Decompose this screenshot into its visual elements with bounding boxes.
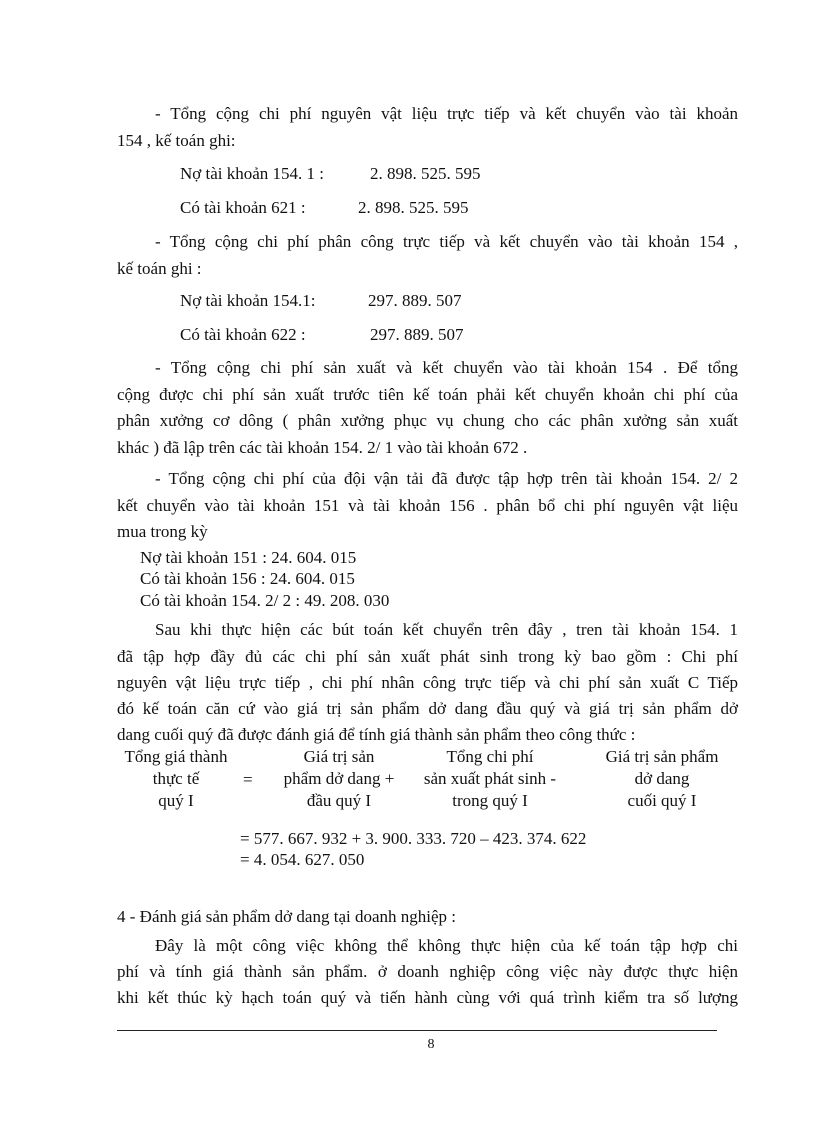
para3-line1: - Tổng cộng chi phí sản xuất và kết chuyển vào tài khoản 154 . Để tổng <box>155 358 738 377</box>
entry3-line1: Nợ tài khoản 151 : 24. 604. 015 <box>140 548 357 567</box>
para4-line2: kết chuyển vào tài khoản 151 và tài khoản 156 . phân bổ chi phí nguyên vật liệu <box>117 496 738 515</box>
para1-line2: 154 , kế toán ghi: <box>117 131 236 150</box>
para4-line1: - Tổng cộng chi phí của đội vận tải đã được tập hợp trên tài khoản 154. 2/ 2 <box>155 469 738 488</box>
para5-line3: nguyên vật liệu trực tiếp , chi phí nhân công trực tiếp và chi phí sản xuất C Tiếp <box>117 673 738 692</box>
formula-total-cost-line3: quý I <box>158 791 194 810</box>
formula-calc-line2: = 4. 054. 627. 050 <box>240 850 365 869</box>
para5-line4: đó kế toán căn cứ vào giá trị sản phẩm dở dang đầu quý và giá trị sản phẩm dở <box>117 699 738 718</box>
entry2-debit-amount: 297. 889. 507 <box>368 291 462 310</box>
formula-opening-wip <box>266 746 412 812</box>
formula-period-cost-line1: Tổng chi phí <box>446 747 534 766</box>
formula-period-cost-line3: trong quý I <box>452 791 528 810</box>
entry1-credit-amount: 2. 898. 525. 595 <box>358 198 469 217</box>
formula-total-cost-line2: thực tế <box>152 769 200 788</box>
para5-line2: đã tập hợp đầy đủ các chi phí sản xuất phát sinh trong kỳ bao gồm : Chi phí <box>117 647 738 666</box>
formula-closing-wip-line3: cuối quý I <box>627 791 697 810</box>
entry2-credit-amount: 297. 889. 507 <box>370 325 464 344</box>
entry1-credit-label: Có tài khoản 621 : <box>180 198 306 217</box>
para4-line3: mua trong kỳ <box>117 522 208 541</box>
footer-rule <box>117 1030 717 1031</box>
para5-line5: dang cuối quý đã được đánh giá để tính giá thành sản phẩm theo công thức : <box>117 725 636 744</box>
formula-opening-wip-line2: phẩm dở dang + <box>283 769 395 788</box>
section4-line3: khi kết thúc kỳ hạch toán quý và tiến hành cùng với quá trình kiểm tra số lượng <box>117 988 738 1007</box>
para2-line1: - Tổng cộng chi phí phân công trực tiếp và kết chuyển vào tài khoản 154 , <box>155 232 738 251</box>
para2-line2: kế toán ghi : <box>117 259 202 278</box>
formula-closing-wip-line2: dở dang <box>634 769 690 788</box>
para3-line4: khác ) đã lập trên các tài khoản 154. 2/ 1 vào tài khoản 672 . <box>117 438 528 457</box>
section4-line2: phí và tính giá thành sản phẩm. ở doanh nghiệp công việc này được thực hiện <box>117 962 738 981</box>
entry3-line2: Có tài khoản 156 : 24. 604. 015 <box>140 569 355 588</box>
entry1-debit-amount: 2. 898. 525. 595 <box>370 164 481 183</box>
formula-opening-wip-line3: đầu quý I <box>306 791 372 810</box>
para1-line1: - Tổng cộng chi phí nguyên vật liệu trực tiếp và kết chuyển vào tài khoản <box>155 104 738 123</box>
entry2-debit-label: Nợ tài khoản 154.1: <box>180 291 316 310</box>
entry2-credit-label: Có tài khoản 622 : <box>180 325 306 344</box>
para3-line2: cộng được chi phí sản xuất trước tiên kế toán phải kết chuyển khoản chi phí của <box>117 385 738 404</box>
formula-closing-wip <box>588 746 736 812</box>
section4-heading: 4 - Đánh giá sản phẩm dở dang tại doanh nghiệp : <box>117 907 456 926</box>
formula-calc-line1: = 577. 667. 932 + 3. 900. 333. 720 – 423. 374. 622 <box>240 829 587 848</box>
page-number: 8 <box>427 1037 435 1052</box>
formula-period-cost-line2: sản xuất phát sinh - <box>423 769 557 788</box>
formula-total-cost-line1: Tổng giá thành <box>124 747 228 766</box>
formula-opening-wip-line1: Giá trị sản <box>303 747 375 766</box>
para3-line3: phân xưởng cơ dông ( phân xưởng phục vụ chung cho các phân xưởng sản xuất <box>117 411 738 430</box>
formula-equals: = <box>243 770 253 789</box>
entry3-line3: Có tài khoản 154. 2/ 2 : 49. 208. 030 <box>140 591 390 610</box>
entry1-debit-label: Nợ tài khoản 154. 1 : <box>180 164 325 183</box>
formula-period-cost <box>410 746 570 812</box>
formula-total-cost <box>105 746 247 812</box>
para5-line1: Sau khi thực hiện các bút toán kết chuyển trên đây , tren tài khoản 154. 1 <box>155 620 738 639</box>
section4-line1: Đây là một công việc không thể không thực hiện của kế toán tập hợp chi <box>155 936 738 955</box>
formula-closing-wip-line1: Giá trị sản phẩm <box>605 747 719 766</box>
